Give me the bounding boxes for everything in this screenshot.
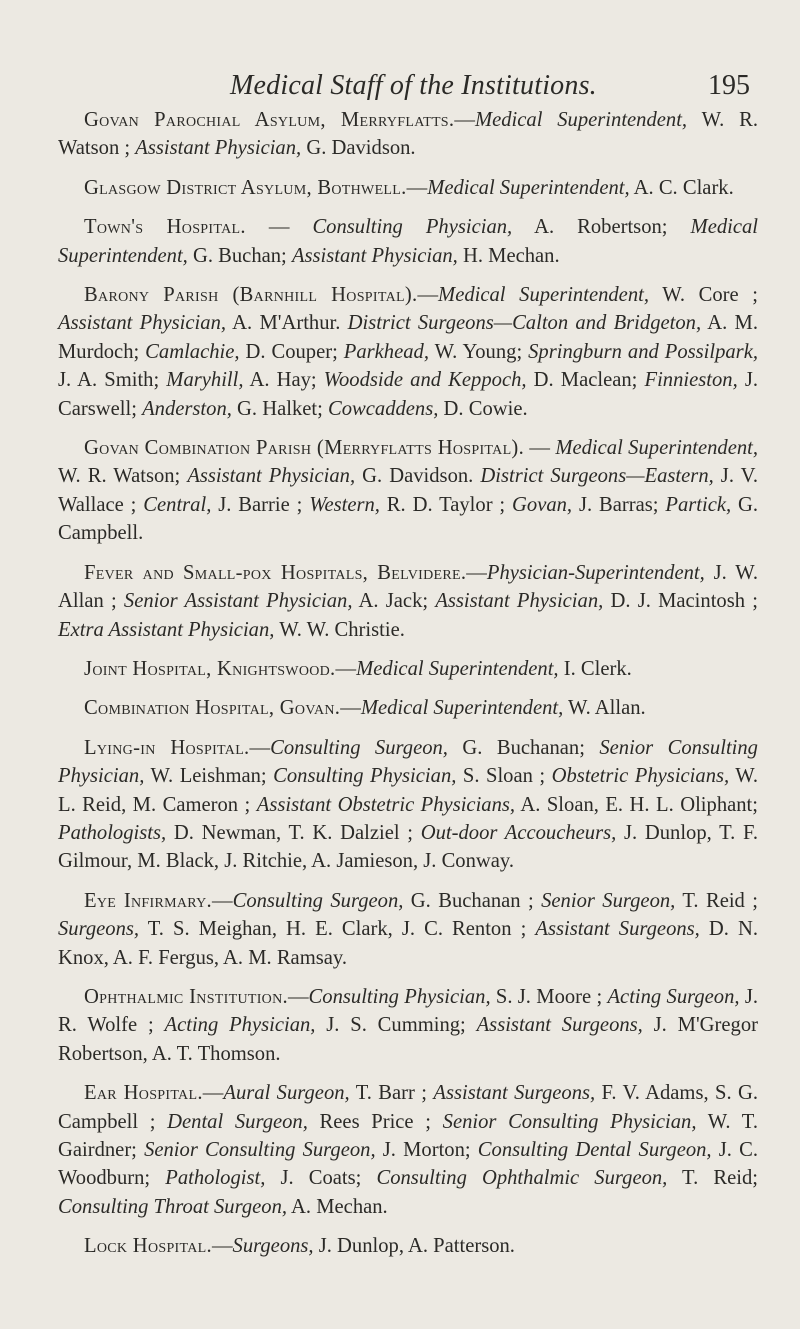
staff-names: W. R. Watson; (58, 465, 188, 488)
staff-names: I. Clerk. (558, 657, 632, 680)
staff-names: J. S. Cumming; (315, 1014, 477, 1037)
staff-names: — (211, 889, 233, 912)
staff-names: J. R. Wolfe ; (58, 985, 759, 1037)
staff-role: District Surgeons—Calton and Bridgeton, (347, 312, 702, 335)
staff-role: Senior Consulting Physician, (442, 1110, 697, 1133)
running-title: Medical Staff of the Institutions. (230, 70, 597, 101)
staff-role: Consulting Surgeon, (232, 889, 404, 912)
staff-entry (58, 734, 758, 876)
staff-role: Consulting Physician, (308, 985, 491, 1008)
staff-names: — (466, 561, 487, 584)
staff-role: Consulting Ophthalmic Surgeon, (376, 1167, 668, 1190)
staff-names: — (202, 1082, 224, 1105)
staff-role: Senior Assistant Physician, (123, 590, 353, 613)
page-number: 195 (708, 70, 750, 101)
institution-name: Lock Hospital. (84, 1235, 212, 1258)
staff-entry (58, 655, 758, 683)
staff-names: J. Barras; (572, 493, 666, 516)
staff-names: A. Sloan, E. H. L. Oliphant; (515, 793, 758, 816)
staff-role: Maryhill, (166, 369, 244, 392)
staff-role: Dental Surgeon, (167, 1110, 308, 1133)
staff-names: T. Reid; (667, 1167, 758, 1190)
staff-names: — (211, 1235, 233, 1258)
staff-names: — (417, 284, 439, 307)
staff-role: Partick, (665, 493, 732, 516)
staff-role: Physician-Superintendent, (486, 561, 705, 584)
staff-names: D. J. Macintosh ; (603, 590, 758, 613)
staff-entry (58, 694, 758, 722)
staff-names: T. S. Meighan, H. E. Clark, J. C. Renton ; (139, 918, 536, 941)
staff-role: Parkhead, (343, 340, 429, 363)
staff-entry (58, 281, 758, 423)
staff-role: Springburn and Possilpark, (528, 340, 758, 363)
staff-role: Medical Superintendent, (555, 437, 758, 460)
staff-names: W. W. Christie. (274, 618, 405, 641)
staff-entry (58, 983, 758, 1068)
staff-names: J. Barrie ; (211, 493, 310, 516)
staff-names: D. Cowie. (438, 397, 528, 420)
staff-names: D. Maclean; (526, 369, 645, 392)
staff-role: Medical Superintendent, (438, 284, 649, 307)
staff-role: Assistant Surgeons, (476, 1014, 643, 1037)
staff-names: A. Jack; (352, 590, 436, 613)
staff-role: Assistant Physician, (58, 312, 227, 335)
staff-role: Senior Consulting Surgeon, (144, 1139, 376, 1161)
staff-role: Pathologist, (165, 1167, 266, 1190)
staff-names: R. D. Taylor ; (379, 493, 513, 516)
staff-list (58, 106, 758, 1261)
staff-names: — (245, 216, 313, 239)
staff-entry (58, 1079, 758, 1221)
staff-names: J. Carswell; (58, 369, 758, 420)
staff-names: T. Barr ; (349, 1082, 434, 1105)
staff-entry (58, 887, 758, 972)
staff-names: G. Davidson. (355, 465, 481, 488)
staff-names: J. Coats; (265, 1167, 377, 1190)
staff-role: Senior Surgeon, (541, 889, 676, 912)
staff-names: G. Halket; (231, 397, 328, 420)
staff-entry (58, 174, 758, 202)
staff-role: Consulting Physician, (273, 765, 457, 788)
staff-role: Medical Superintendent, (58, 216, 759, 267)
staff-names: A. M. Murdoch; (58, 312, 759, 363)
staff-role: District Surgeons—Eastern, (480, 465, 714, 488)
staff-role: Consulting Throat Surgeon, (58, 1195, 288, 1218)
staff-role: Western, (309, 493, 380, 516)
staff-role: Camlachie, (145, 340, 240, 363)
staff-role: Medical Superintendent, (360, 697, 564, 720)
staff-entry (58, 434, 758, 548)
institution-name: Town's Hospital. (84, 216, 246, 239)
institution-name: Govan Combination Parish (Merryflatts Hospital). (84, 437, 525, 460)
institution-name: Fever and Small-pox Hospitals, Belvidere. (84, 561, 467, 584)
staff-role: Obstetric Physicians, (551, 765, 730, 788)
staff-role: Out-door Accoucheurs, (420, 821, 617, 844)
staff-names: G. Buchanan ; (403, 889, 542, 912)
staff-names: W. Leishman; (144, 765, 274, 788)
staff-role: Consulting Surgeon, (270, 736, 448, 759)
staff-names: — (287, 985, 309, 1008)
staff-names: H. Mechan. (457, 244, 560, 267)
staff-role: Cowcaddens, (327, 397, 439, 420)
staff-names: — (340, 697, 361, 720)
staff-entry (58, 1232, 758, 1260)
staff-names: — (406, 176, 428, 199)
staff-names: W. R. Watson ; (58, 109, 758, 160)
staff-names: W. Young; (428, 340, 529, 363)
staff-names: W. L. Reid, M. Cameron ; (58, 765, 758, 816)
staff-names: W. T. Gairdner; (58, 1110, 759, 1161)
staff-names: J. Dunlop, A. Patterson. (313, 1235, 515, 1258)
staff-names: D. Newman, T. K. Dalziel ; (166, 821, 421, 844)
staff-role: Pathologists, (58, 821, 167, 844)
staff-names: J. W. Allan ; (58, 561, 758, 613)
staff-names: W. Core ; (649, 284, 759, 307)
staff-role: Assistant Physician, (291, 244, 458, 267)
staff-role: Medical Superintendent, (474, 109, 688, 131)
staff-entry (58, 213, 758, 270)
staff-names: J. M'Gregor Robertson, A. T. Thomson. (58, 1014, 758, 1065)
staff-role: Central, (143, 493, 212, 516)
staff-role: Assistant Obstetric Physicians, (256, 793, 516, 816)
page-header (58, 62, 758, 100)
staff-names: A. Hay; (243, 369, 324, 392)
staff-role: Assistant Physician, (135, 137, 302, 160)
staff-names: F. V. Adams, S. G. Campbell ; (58, 1082, 758, 1133)
staff-role: Finnieston, (644, 369, 738, 392)
staff-role: Senior Consulting Physician, (58, 736, 758, 788)
staff-names: J. Dunlop, T. F. Gilmour, M. Black, J. Ritchie, A. Jamieson, J. Conway. (58, 821, 759, 873)
staff-names: J. C. Woodburn; (58, 1139, 758, 1190)
staff-names: J. A. Smith; (58, 369, 167, 392)
staff-entry (58, 559, 758, 644)
staff-names: G. Buchan; (187, 244, 292, 267)
staff-names: A. Robertson; (512, 216, 691, 239)
staff-names: J. Morton; (375, 1139, 478, 1161)
staff-role: Medical Superintendent, (427, 176, 630, 199)
staff-names: A. Mechan. (287, 1195, 388, 1218)
institution-name: Ophthalmic Institution. (84, 985, 288, 1008)
staff-role: Assistant Physician, (435, 590, 604, 613)
institution-name: Lying-in Hospital. (84, 736, 250, 759)
institution-name: Eye Infirmary. (84, 889, 212, 912)
staff-names: — (335, 657, 357, 680)
staff-role: Consulting Physician, (312, 216, 513, 239)
staff-names: G. Buchanan; (447, 736, 600, 759)
staff-role: Surgeons, (58, 918, 140, 941)
institution-name: Combination Hospital, Govan. (84, 697, 341, 720)
staff-names: D. N. Knox, A. F. Fergus, A. M. Ramsay. (58, 918, 758, 969)
institution-name: Barony Parish (Barnhill Hospital). (84, 284, 418, 307)
institution-name: Joint Hospital, Knightswood. (84, 657, 336, 680)
staff-names: — (524, 437, 556, 460)
staff-names: A. C. Clark. (629, 176, 734, 199)
staff-names: T. Reid ; (675, 889, 758, 912)
staff-entry (58, 106, 758, 163)
staff-role: Extra Assistant Physician, (58, 618, 275, 641)
staff-role: Consulting Dental Surgeon, (477, 1139, 712, 1161)
staff-role: Assistant Surgeons, (433, 1082, 596, 1105)
staff-names: G. Campbell. (58, 493, 759, 545)
staff-role: Anderston, (142, 397, 232, 420)
staff-role: Woodside and Keppoch, (323, 369, 527, 392)
staff-role: Acting Physician, (164, 1014, 316, 1037)
institution-name: Ear Hospital. (84, 1082, 203, 1105)
staff-names: Rees Price ; (307, 1110, 443, 1133)
staff-names: G. Davidson. (301, 137, 416, 160)
staff-role: Govan, (512, 493, 573, 516)
staff-names: S. J. Moore ; (490, 985, 608, 1008)
staff-role: Surgeons, (232, 1235, 314, 1258)
staff-names: W. Allan. (563, 697, 646, 720)
institution-name: Govan Parochial Asylum, Merryflatts. (84, 109, 455, 131)
staff-names: — (249, 736, 271, 759)
staff-names: D. Couper; (239, 340, 344, 363)
staff-role: Assistant Physician, (187, 465, 356, 488)
staff-names: A. M'Arthur. (226, 312, 348, 335)
staff-role: Aural Surgeon, (223, 1082, 350, 1105)
staff-role: Medical Superintendent, (356, 657, 559, 680)
staff-role: Assistant Surgeons, (535, 918, 700, 941)
staff-names: J. V. Wallace ; (58, 465, 759, 516)
staff-names: — (454, 109, 475, 131)
institution-name: Glasgow District Asylum, Bothwell. (84, 176, 407, 199)
staff-names: S. Sloan ; (456, 765, 552, 788)
staff-role: Acting Surgeon, (607, 985, 740, 1008)
